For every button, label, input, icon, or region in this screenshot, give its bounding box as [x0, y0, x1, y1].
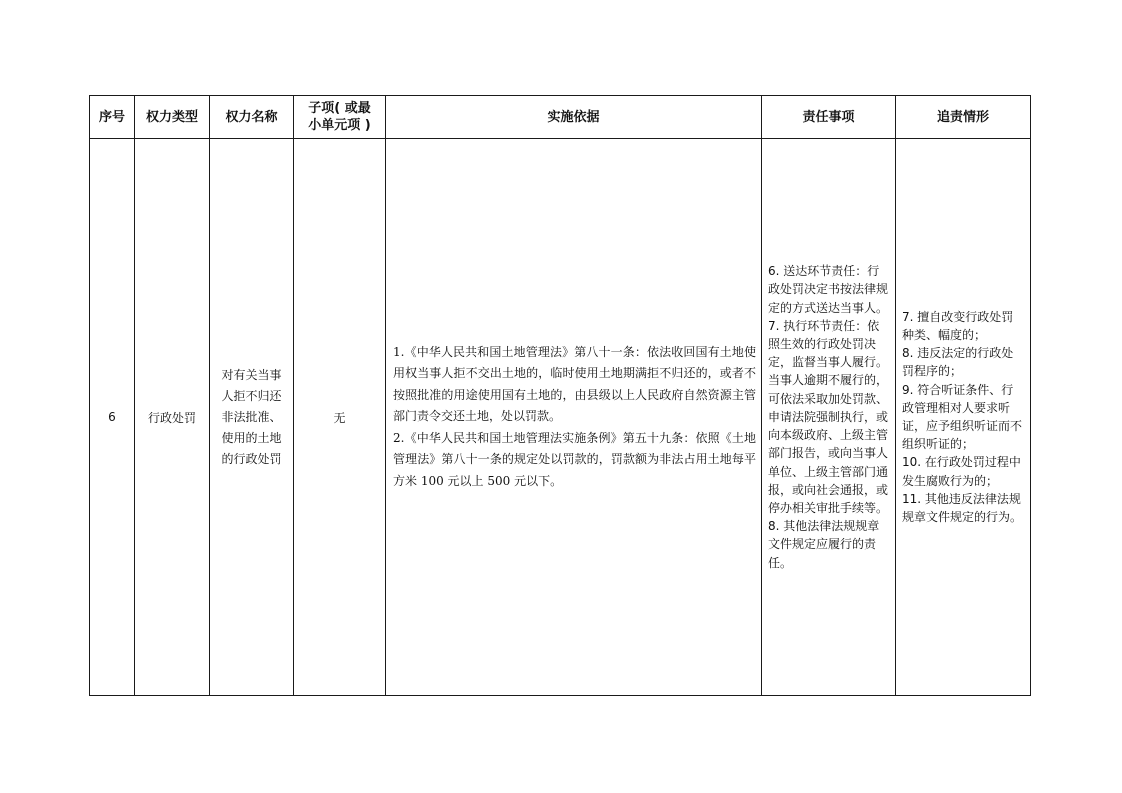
cell-basis	[386, 139, 762, 696]
cell-responsibility	[762, 139, 896, 696]
responsibility-item: 6. 送达环节责任：行政处罚决定书按法律规定的方式送达当事人。	[768, 264, 889, 315]
cell-power-type: 行政处罚	[135, 139, 210, 696]
cell-seq: 6	[90, 139, 135, 696]
header-accountability: 追责情形	[896, 96, 1031, 139]
basis-item: 1.《中华人民共和国土地管理法》第八十一条：依法收回国有土地使用权当事人拒不交出土地的，临时使用土地期满拒不归还的，或者不按照批准的用途使用国有土地的，由县级以上人民政府自然资源主管部门责令交还土地，处以罚款。	[393, 345, 756, 424]
accountability-item: 9. 符合听证条件、行政管理相对人要求听证，应予组织听证而不组织听证的；	[902, 382, 1023, 452]
accountability-item: 7. 擅自改变行政处罚种类、幅度的；	[902, 309, 1014, 342]
table-row	[90, 139, 1031, 696]
header-responsibility: 责任事项	[762, 96, 896, 139]
cell-power-name: 对有关当事人拒不归还非法批准、使用的土地的行政处罚	[210, 139, 294, 696]
accountability-item: 10. 在行政处罚过程中发生腐败行为的；	[902, 455, 1021, 488]
header-row	[90, 96, 1031, 139]
accountability-item: 11. 其他违反法律法规规章文件规定的行为。	[902, 491, 1023, 525]
responsibility-item: 8. 其他法律法规规章文件规定应履行的责任。	[768, 519, 880, 570]
header-power-name: 权力名称	[210, 96, 294, 139]
header-basis: 实施依据	[386, 96, 762, 139]
cell-sub-item: 无	[294, 139, 386, 696]
cell-accountability	[896, 139, 1031, 696]
header-sub-item: 子项( 或最小单元项 )	[294, 96, 386, 139]
power-list-table	[89, 95, 1031, 696]
responsibility-item: 7. 执行环节责任：依照生效的行政处罚决定，监督当事人履行。当事人逾期不履行的，可依法采取加处罚款、申请法院强制执行，或向本级政府、上级主管部门报告，或向当事人单位、上级主管部门通报，或向社会通报，或停办相关审批手续等。	[768, 318, 889, 515]
header-seq: 序号	[90, 96, 135, 139]
basis-item: 2.《中华人民共和国土地管理法实施条例》第五十九条：依照《土地管理法》第八十一条的规定处以罚款的，罚款额为非法占用土地每平方米 100 元以上 500 元以下。	[393, 430, 756, 488]
header-power-type: 权力类型	[135, 96, 210, 139]
accountability-item: 8. 违反法定的行政处罚程序的；	[902, 346, 1014, 379]
